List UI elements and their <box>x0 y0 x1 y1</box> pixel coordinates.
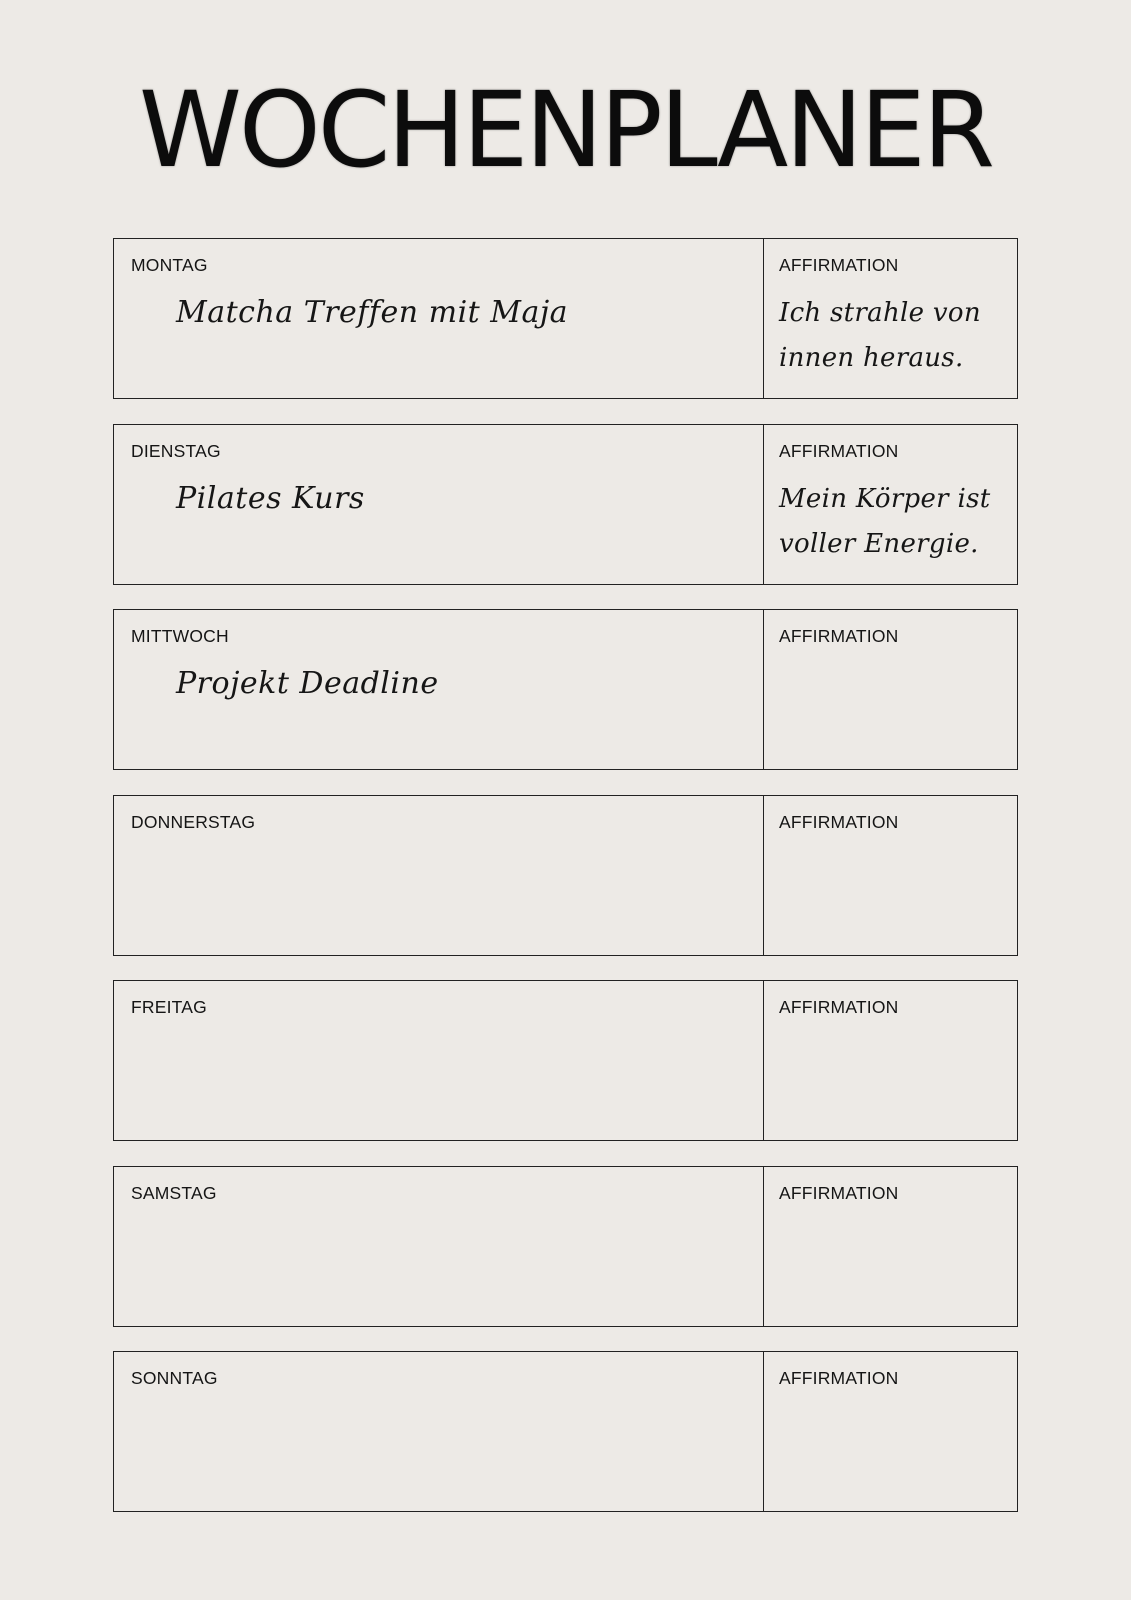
day-row-wednesday <box>113 609 1018 770</box>
day-row-thursday <box>113 795 1018 956</box>
day-label: FREITAG <box>131 997 207 1017</box>
day-label: SAMSTAG <box>131 1182 217 1203</box>
affirmation-label: AFFIRMATION <box>779 440 899 461</box>
day-label: DONNERSTAG <box>131 811 256 832</box>
day-row-tuesday <box>113 424 1018 585</box>
day-row-monday <box>113 238 1018 399</box>
affirmation-cell[interactable] <box>764 610 1017 769</box>
day-notes-cell[interactable] <box>114 425 764 584</box>
affirmation-cell[interactable] <box>764 239 1017 398</box>
day-row-sunday <box>113 1351 1018 1512</box>
day-note: Pilates Kurs <box>176 480 365 516</box>
day-note: Projekt Deadline <box>176 666 439 701</box>
affirmation-cell[interactable] <box>764 981 1017 1140</box>
day-row-friday <box>113 980 1018 1141</box>
week-table <box>113 238 1018 1537</box>
day-label: SONNTAG <box>131 1368 218 1388</box>
day-row-saturday <box>113 1166 1018 1327</box>
affirmation-cell[interactable] <box>764 1167 1017 1326</box>
affirmation-label: AFFIRMATION <box>779 255 899 275</box>
day-label: MONTAG <box>131 255 208 275</box>
day-notes-cell[interactable] <box>114 239 764 398</box>
day-notes-cell[interactable] <box>114 981 764 1140</box>
day-label: DIENSTAG <box>131 440 221 461</box>
affirmation-label: AFFIRMATION <box>779 1368 899 1388</box>
day-notes-cell[interactable] <box>114 796 764 955</box>
day-label: MITTWOCH <box>131 626 229 646</box>
affirmation-cell[interactable] <box>764 425 1017 584</box>
affirmation-text: Mein Körper ist voller Energie. <box>779 483 991 559</box>
day-notes-cell[interactable] <box>114 610 764 769</box>
affirmation-label: AFFIRMATION <box>779 811 899 832</box>
affirmation-label: AFFIRMATION <box>779 997 899 1017</box>
day-notes-cell[interactable] <box>114 1167 764 1326</box>
day-note: Matcha Treffen mit Maja <box>176 295 569 330</box>
affirmation-label: AFFIRMATION <box>779 626 899 646</box>
affirmation-cell[interactable] <box>764 1352 1017 1511</box>
page-title: WOCHENPLANER <box>139 69 992 191</box>
affirmation-cell[interactable] <box>764 796 1017 955</box>
day-notes-cell[interactable] <box>114 1352 764 1511</box>
affirmation-text: Ich strahle von innen heraus. <box>779 298 981 373</box>
affirmation-label: AFFIRMATION <box>779 1182 899 1203</box>
